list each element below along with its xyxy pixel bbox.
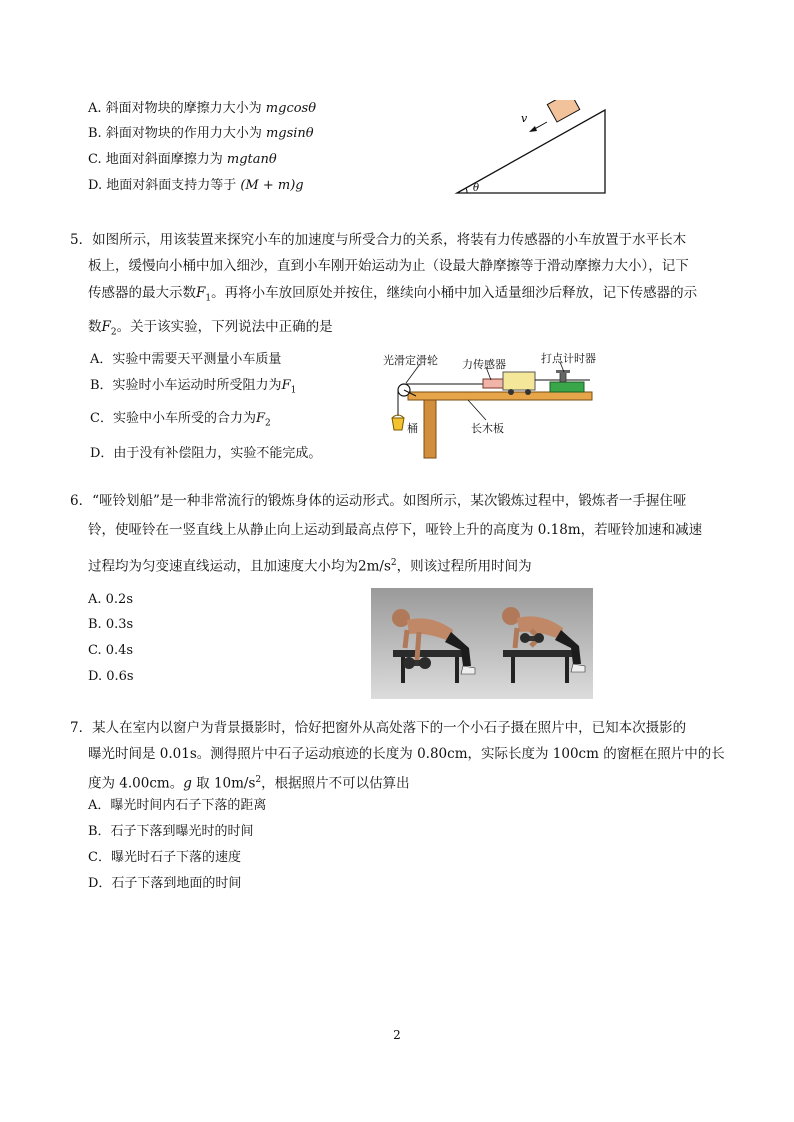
label-pulley: 光滑定滑轮 (383, 354, 438, 367)
q6-option-b: B. 0.3s (88, 617, 134, 632)
label-board: 长木板 (471, 422, 504, 435)
q7-option-c: C．曝光时石子下落的速度 (88, 850, 241, 865)
q4-option-d: D. 地面对斜面支持力等于 (M + m)g (88, 178, 304, 193)
force-sensor (483, 379, 503, 388)
bucket (392, 418, 404, 430)
q5-line1: 5．如图所示，用该装置来探究小车的加速度与所受合力的关系，将装有力传感器的小车放置于水平长木 (70, 232, 687, 248)
v-label: v (521, 112, 528, 125)
q6-line1: 6．“哑铃划船”是一种非常流行的锻炼身体的运动形式。如图所示，某次锻炼过程中，锻炼者一手握住哑 (70, 493, 687, 509)
label-bucket: 桶 (407, 422, 418, 435)
angle-arc (466, 188, 467, 193)
q7-line2: 曝光时间是 0.01s。测得照片中石子运动痕迹的长度为 0.80cm，实际长度为 100cm 的窗框在照片中的长 (88, 746, 725, 762)
q5-option-a: A．实验中需要天平测量小车质量 (90, 352, 282, 367)
incline-figure (445, 100, 620, 200)
cart-wheel (525, 389, 531, 395)
q6-line3: 过程均为匀变速直线运动，且加速度大小均为$2m/s^2$，则该过程所用时间为 (88, 558, 532, 575)
q5-option-c: C．实验中小车所受的合力为$F_2$ (90, 411, 271, 429)
q6-option-d: D. 0.6s (88, 669, 134, 684)
q5-option-d: D．由于没有补偿阻力，实验不能完成。 (90, 446, 322, 461)
timer (550, 382, 584, 392)
q7-line3: 度为 4.00cm。g 取 $10m/s^2$，根据照片不可以估算出 (88, 775, 410, 792)
q5-line2: 板上，缓慢向小桶中加入细沙，直到小车刚开始运动为止（设最大静摩擦等于滑动摩擦力大小），记下 (88, 258, 689, 274)
theta-label: θ (473, 183, 480, 194)
q7-line1: 7．某人在室内以窗户为背景摄影时，恰好把窗外从高处落下的一个小石子摄在照片中，已知本次摄影的 (70, 720, 687, 736)
q4-option-c: C. 地面对斜面摩擦力为 mgtanθ (88, 152, 277, 167)
page-number: 2 (393, 1028, 401, 1042)
incline-triangle (457, 110, 605, 193)
q7-option-b: B．石子下落到曝光时的时间 (88, 824, 254, 839)
q7-option-a: A．曝光时间内石子下落的距离 (88, 798, 267, 813)
q6-option-a: A. 0.2s (88, 592, 133, 607)
q6-line2: 铃，使哑铃在一竖直线上从静止向上运动到最高点停下，哑铃上升的高度为 0.18m，若哑铃加速和减速 (88, 522, 703, 538)
q4-option-b: B. 斜面对物块的作用力大小为 mgsinθ (88, 126, 314, 141)
block (547, 100, 579, 122)
dumbbell-row-photo (371, 588, 593, 699)
table-leg (424, 400, 436, 458)
q4-option-a: A. 斜面对物块的摩擦力大小为 mgcosθ (88, 101, 317, 116)
q5-line4: 数$F_2$。关于该实验，下列说法中正确的是 (88, 319, 333, 338)
q5-option-b: B．实验时小车运动时所受阻力为$F_1$ (90, 378, 297, 396)
q6-option-c: C. 0.4s (88, 643, 134, 658)
table-top (408, 392, 592, 400)
q5-line3: 传感器的最大示数$F_1$。再将小车放回原处并按住，继续向小桶中加入适量细沙后释放，记下传感器的示 (88, 285, 698, 304)
q7-option-d: D．石子下落到地面的时间 (88, 876, 242, 891)
cart-wheel (508, 389, 514, 395)
label-sensor: 力传感器 (462, 358, 506, 371)
cart (503, 372, 535, 390)
label-timer: 打点计时器 (541, 352, 596, 365)
callout-board (468, 400, 486, 420)
